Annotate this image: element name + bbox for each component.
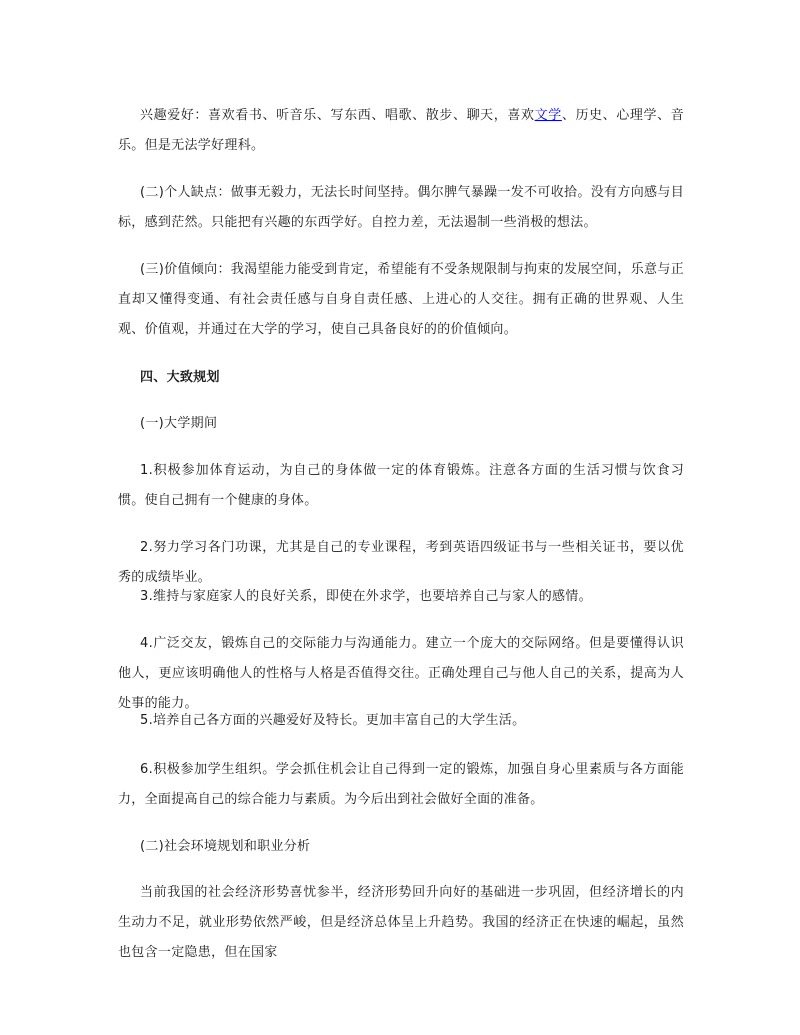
literature-link[interactable]: 文学 (534, 108, 562, 123)
hobbies-text-start: 兴趣爱好：喜欢看书、听音乐、写东西、唱歌、散步、聊天，喜欢 (140, 108, 535, 123)
paragraph-values: (三)价值倾向：我渴望能力能受到肯定，希望能有不受条规限制与拘束的发展空间，乐意与正直却又懂得变通、有社会责任感与自身自责任感、上进心的人交往。拥有正确的世界观、人生观、价值观，并通过在大学的学习，使自己具备良好的的价值倾向。 (118, 262, 684, 337)
list-item-4: 4.广泛交友，锻炼自己的交际能力与沟通能力。建立一个庞大的交际网络。但是要懂得认识他人，更应该明确他人的性格与人格是否值得交往。正确处理自己与他人自己的关系，提高为人处事的能力。 (118, 636, 684, 711)
section-heading-plan: 四、大致规划 (140, 370, 220, 385)
subheading-social-environment: (二)社会环境规划和职业分析 (140, 839, 311, 854)
paragraph-hobbies (118, 101, 684, 161)
list-item-6: 6.积极参加学生组织。学会抓住机会让自己得到一定的锻炼，加强自身心里素质与各方面能力，全面提高自己的综合能力与素质。为今后出到社会做好全面的准备。 (118, 762, 684, 807)
hobbies-text-end: 、历史、心理学、音乐。但是无法学好理科。 (118, 108, 685, 153)
paragraph-shortcomings: (二)个人缺点：做事无毅力，无法长时间坚持。偶尔脾气暴躁一发不可收拾。没有方向感与目标，感到茫然。只能把有兴趣的东西学好。自控力差，无法遏制一些消极的想法。 (118, 185, 684, 230)
list-item-3: 3.维持与家庭家人的良好关系，即使在外求学，也要培养自己与家人的感情。 (140, 589, 592, 604)
paragraph-economy: 当前我国的社会经济形势喜忧参半，经济形势回升向好的基础进一步巩固，但经济增长的内生动力不足，就业形势依然严峻，但是经济总体呈上升趋势。我国的经济正在快速的崛起，虽然也包含一定隐患，但在国家 (118, 885, 684, 960)
list-item-5: 5.培养自己各方面的兴趣爱好及特长。更加丰富自己的大学生活。 (140, 713, 526, 728)
list-item-2: 2.努力学习各门功课，尤其是自己的专业课程，考到英语四级证书与一些相关证书，要以优秀的成绩毕业。 (118, 540, 684, 585)
subheading-university: (一)大学期间 (140, 416, 218, 431)
list-item-1: 1.积极参加体育运动，为自己的身体做一定的体育锻炼。注意各方面的生活习惯与饮食习惯。使自己拥有一个健康的身体。 (118, 463, 684, 508)
